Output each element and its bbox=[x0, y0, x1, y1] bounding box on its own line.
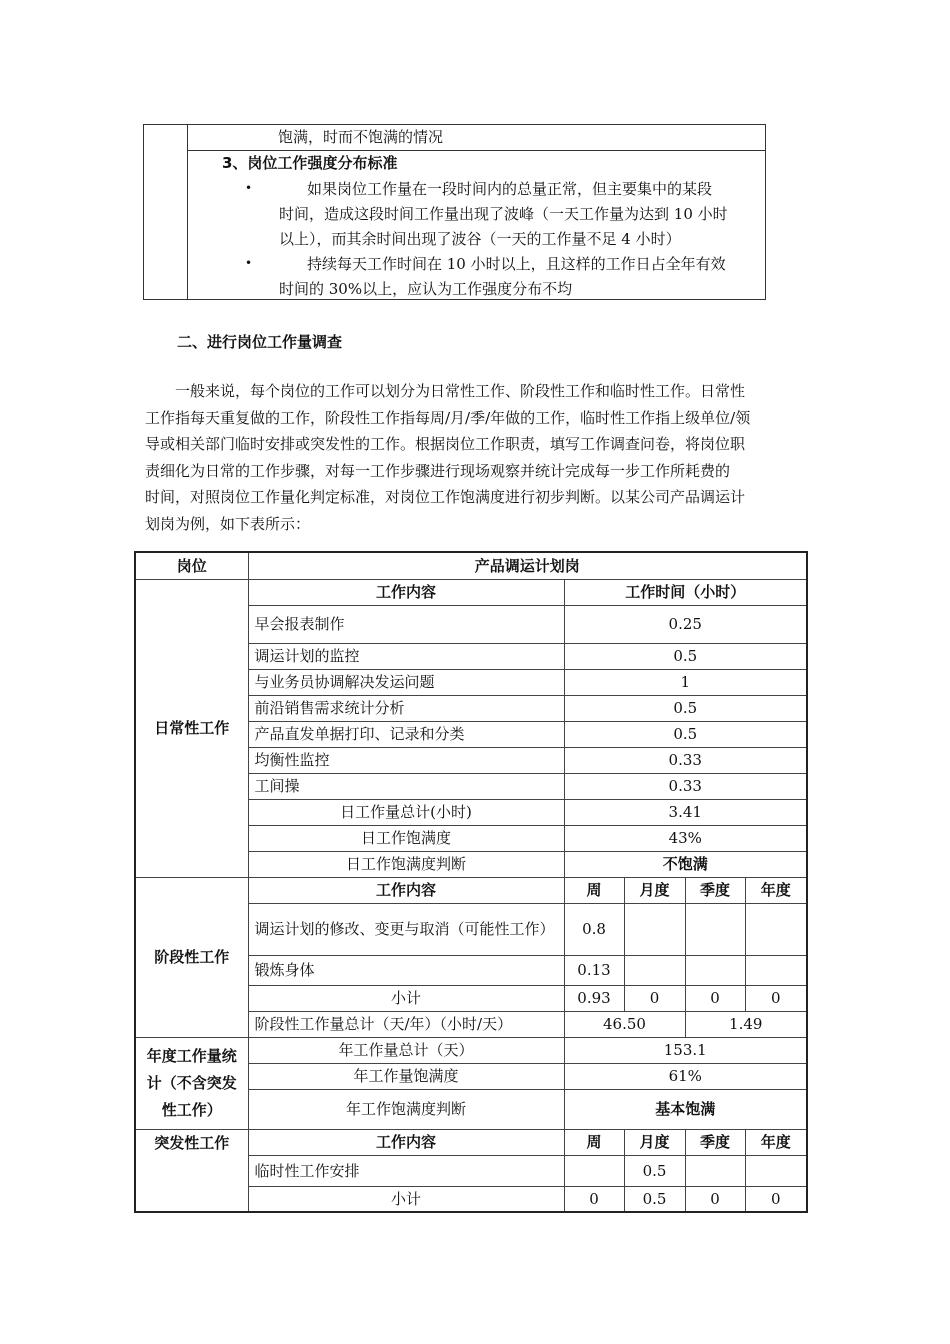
daily-task: 调运计划的监控 bbox=[248, 643, 564, 669]
bullet2-line: 持续每天工作时间在 10 小时以上，且这样的工作日占全年有效 bbox=[307, 255, 726, 273]
col-year: 年度 bbox=[745, 1129, 807, 1155]
annual-category: 年度工作量统计（不含突发性工作） bbox=[135, 1037, 248, 1129]
periodic-subtotal-quarter: 0 bbox=[685, 985, 745, 1011]
sudden-header-row bbox=[135, 1129, 807, 1155]
periodic-quarter bbox=[685, 903, 745, 955]
sudden-subtotal-year: 0 bbox=[745, 1186, 807, 1212]
daily-category: 日常性工作 bbox=[135, 579, 248, 877]
sudden-subtotal-label: 小计 bbox=[248, 1186, 564, 1212]
bullet-icon: • bbox=[245, 181, 253, 195]
periodic-total-days: 46.50 bbox=[564, 1011, 685, 1037]
annual-saturation-label: 年工作量饱满度 bbox=[248, 1063, 564, 1089]
box-divider-vertical bbox=[187, 125, 188, 299]
sudden-category: 突发性工作 bbox=[135, 1129, 248, 1212]
daily-saturation-label: 日工作饱满度 bbox=[248, 825, 564, 851]
body-paragraph bbox=[145, 378, 807, 537]
daily-time-header: 工作时间（小时） bbox=[564, 579, 807, 605]
periodic-week: 0.8 bbox=[564, 903, 624, 955]
periodic-task: 锻炼身体 bbox=[248, 955, 564, 985]
periodic-content-header: 工作内容 bbox=[248, 877, 564, 903]
sudden-month: 0.5 bbox=[624, 1155, 685, 1186]
annual-saturation-value: 61% bbox=[564, 1063, 807, 1089]
paragraph-line: 时间，对照岗位工作量化判定标准，对岗位工作饱满度进行初步判断。以某公司产品调运计 bbox=[145, 488, 746, 506]
paragraph-line: 划岗为例，如下表所示： bbox=[145, 514, 311, 533]
periodic-total-label: 阶段性工作量总计（天/年）（小时/天） bbox=[248, 1011, 564, 1037]
col-year: 年度 bbox=[745, 877, 807, 903]
table-header-row bbox=[135, 552, 807, 579]
periodic-month bbox=[624, 955, 685, 985]
daily-judgement-label: 日工作饱满度判断 bbox=[248, 851, 564, 877]
periodic-subtotal-label: 小计 bbox=[248, 985, 564, 1011]
periodic-quarter bbox=[685, 955, 745, 985]
periodic-week: 0.13 bbox=[564, 955, 624, 985]
sudden-subtotal-quarter: 0 bbox=[685, 1186, 745, 1212]
daily-hours: 1 bbox=[564, 669, 807, 695]
sudden-subtotal-week: 0 bbox=[564, 1186, 624, 1212]
daily-task: 早会报表制作 bbox=[248, 605, 564, 643]
paragraph-line: 一般来说，每个岗位的工作可以划分为日常性工作、阶段性工作和临时性工作。日常性 bbox=[145, 382, 746, 400]
periodic-category: 阶段性工作 bbox=[135, 877, 248, 1037]
daily-hours: 0.33 bbox=[564, 773, 807, 799]
paragraph-line: 工作指每天重复做的工作，阶段性工作指每周/月/季/年做的工作，临时性工作指上级单位/领 bbox=[145, 408, 751, 427]
annual-judgement-label: 年工作饱满度判断 bbox=[248, 1089, 564, 1129]
daily-content-header: 工作内容 bbox=[248, 579, 564, 605]
daily-hours: 0.33 bbox=[564, 747, 807, 773]
continuation-text: 饱满，时而不饱满的情况 bbox=[278, 128, 444, 146]
col-month: 月度 bbox=[624, 1129, 685, 1155]
bullet1-line: 以上），而其余时间出现了波谷（一天的工作量不足 4 小时） bbox=[279, 230, 681, 248]
periodic-total-hours: 1.49 bbox=[685, 1011, 807, 1037]
section-heading: 二、进行岗位工作量调查 bbox=[177, 333, 343, 351]
sudden-subtotal-month: 0.5 bbox=[624, 1186, 685, 1212]
daily-judgement-value: 不饱满 bbox=[564, 851, 807, 877]
sudden-week bbox=[564, 1155, 624, 1186]
periodic-subtotal-year: 0 bbox=[745, 985, 807, 1011]
bullet2-line: 时间的 30%以上，应认为工作强度分布不均 bbox=[279, 280, 573, 298]
workload-table bbox=[134, 551, 808, 1213]
annual-total-value: 153.1 bbox=[564, 1037, 807, 1063]
annual-judgement-value: 基本饱满 bbox=[564, 1089, 807, 1129]
daily-hours: 0.5 bbox=[564, 643, 807, 669]
daily-task: 工间操 bbox=[248, 773, 564, 799]
col-quarter: 季度 bbox=[685, 877, 745, 903]
daily-saturation-value: 43% bbox=[564, 825, 807, 851]
subheading-3: 3、岗位工作强度分布标准 bbox=[222, 154, 398, 172]
paragraph-line: 导或相关部门临时安排或突发性的工作。根据岗位工作职责，填写工作调查问卷，将岗位职 bbox=[145, 435, 746, 453]
col-week: 周 bbox=[564, 1129, 624, 1155]
daily-hours: 0.5 bbox=[564, 721, 807, 747]
annual-total-label: 年工作量总计（天） bbox=[248, 1037, 564, 1063]
sudden-task: 临时性工作安排 bbox=[248, 1155, 564, 1186]
post-name: 产品调运计划岗 bbox=[248, 552, 807, 579]
periodic-year bbox=[745, 955, 807, 985]
post-label: 岗位 bbox=[135, 552, 248, 579]
daily-task: 与业务员协调解决发运问题 bbox=[248, 669, 564, 695]
periodic-year bbox=[745, 903, 807, 955]
periodic-header-row bbox=[135, 877, 807, 903]
periodic-subtotal-month: 0 bbox=[624, 985, 685, 1011]
paragraph-line: 责细化为日常的工作步骤，对每一工作步骤进行现场观察并统计完成每一步工作所耗费的 bbox=[145, 461, 731, 480]
annual-total-row bbox=[135, 1037, 807, 1063]
periodic-month bbox=[624, 903, 685, 955]
sudden-content-header: 工作内容 bbox=[248, 1129, 564, 1155]
bullet1-line: 时间，造成这段时间工作量出现了波峰（一天工作量为达到 10 小时 bbox=[279, 205, 728, 223]
sudden-quarter bbox=[685, 1155, 745, 1186]
sudden-year bbox=[745, 1155, 807, 1186]
col-month: 月度 bbox=[624, 877, 685, 903]
periodic-subtotal-week: 0.93 bbox=[564, 985, 624, 1011]
bullet1-line: 如果岗位工作量在一段时间内的总量正常，但主要集中的某段 bbox=[307, 180, 713, 198]
daily-hours: 0.5 bbox=[564, 695, 807, 721]
daily-hours: 0.25 bbox=[564, 605, 807, 643]
box-divider-horizontal bbox=[187, 150, 765, 151]
daily-total-label: 日工作量总计(小时) bbox=[248, 799, 564, 825]
daily-task: 产品直发单据打印、记录和分类 bbox=[248, 721, 564, 747]
bullet-icon: • bbox=[245, 256, 253, 270]
periodic-task: 调运计划的修改、变更与取消（可能性工作） bbox=[248, 903, 564, 955]
col-week: 周 bbox=[564, 877, 624, 903]
daily-task: 前沿销售需求统计分析 bbox=[248, 695, 564, 721]
daily-task: 均衡性监控 bbox=[248, 747, 564, 773]
daily-header-row bbox=[135, 579, 807, 605]
daily-total-value: 3.41 bbox=[564, 799, 807, 825]
col-quarter: 季度 bbox=[685, 1129, 745, 1155]
